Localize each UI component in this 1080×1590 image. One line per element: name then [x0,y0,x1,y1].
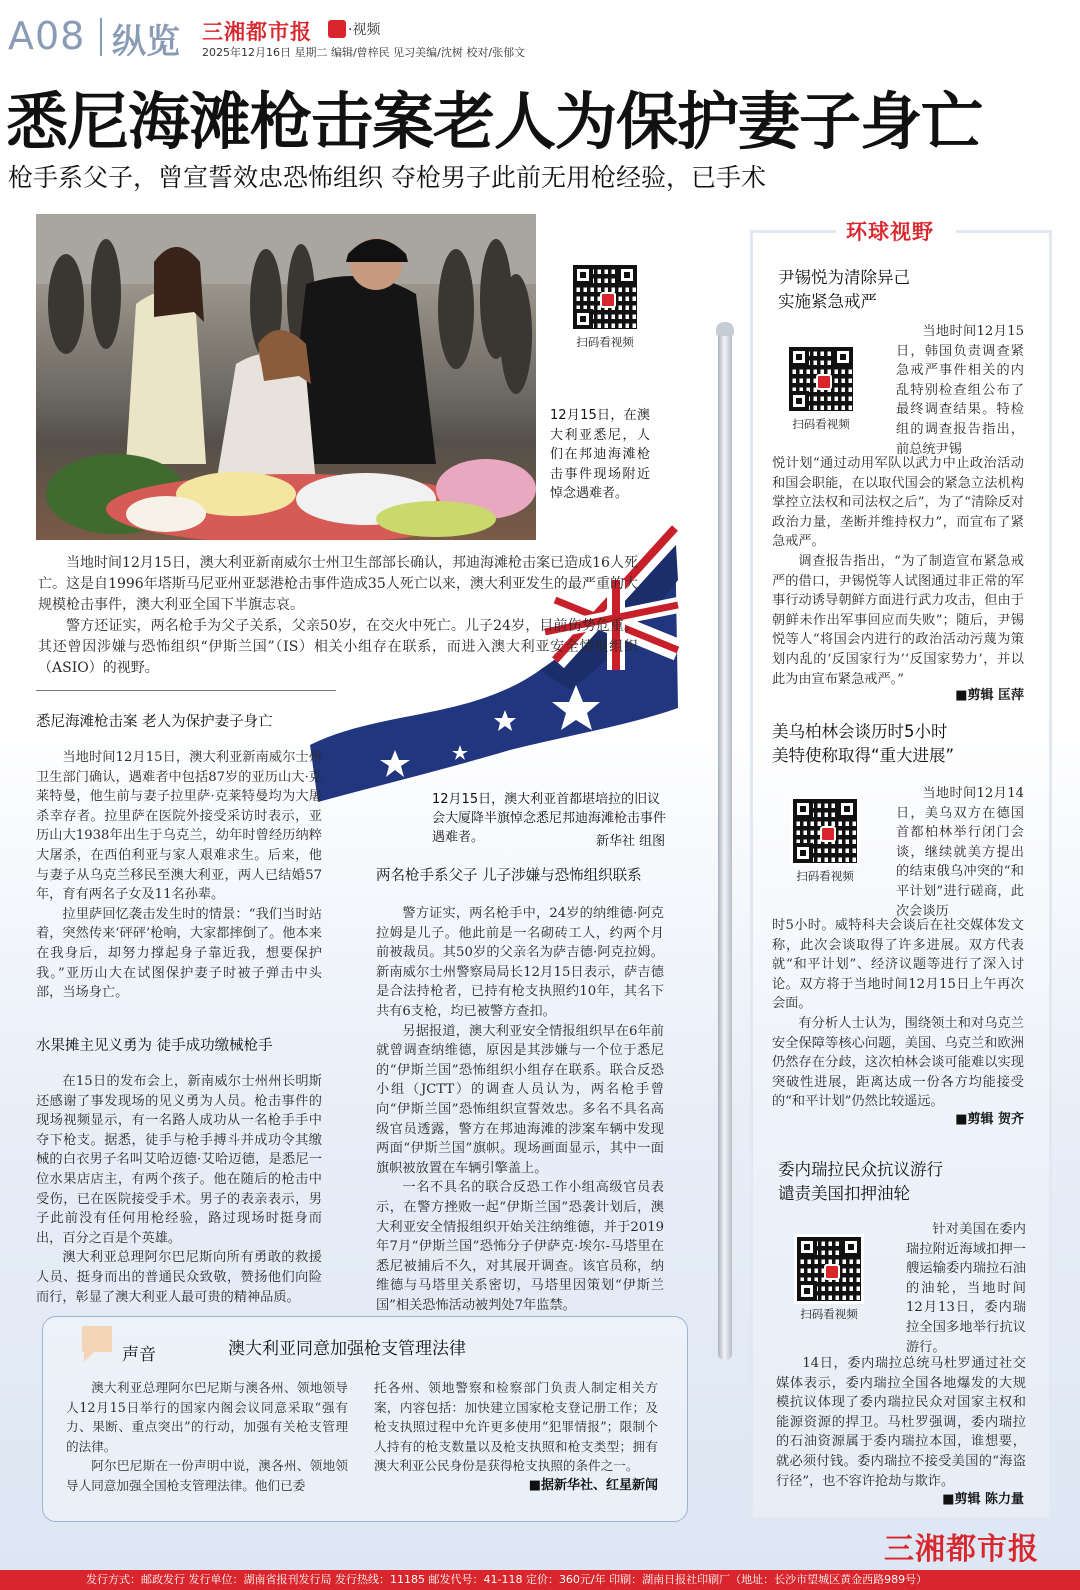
section2-para-1: 在15日的发布会上，新南威尔士州州长明斯还感谢了事发现场的见义勇为人员。枪击事件的现场视频显示，有一名路人成功从一名枪手手中夺下枪支。据悉，徒手与枪手搏斗并成功令其缴械的白衣男子名叫艾哈迈德·艾哈迈德，是悉尼一位水果店店主，有两个孩子。他在随后的枪击中受伤，已在医院接受手术。男子的表亲表示，男子此前没有任何用枪经验，路过现场时挺身而出，百分之百是个英雄。 [36,1074,322,1246]
voice-title: 澳大利亚同意加强枪支管理法律 [228,1339,466,1359]
footer-text: 发行方式：邮政发行 发行单位：湖南省报刊发行局 发行热线：11185 邮发代号：41-118 定价：360元/年 印刷：湖南日报社印刷厂（地址：长沙市望城区黄金西路989号） [86,1573,928,1586]
news2-para-1: 时5小时。威特科夫会谈后在社交媒体发文称，此次会谈取得了许多进展。双方代表就“和平计划”、经济议题等进行了深入讨论。双方将于当地时间12月15日上午再次会面。 [772,918,1024,1012]
news2-text-wide [772,916,1024,1112]
news2-title-line2: 美特使称取得“重大进展” [772,746,955,765]
flag-caption: 12月15日，澳大利亚首都堪培拉的旧议会大厦降半旗悼念悉尼邦迪海滩枪击事件遇难者。 [432,792,667,845]
brand-video: ·视频 [348,22,381,38]
news3-para-1: 14日，委内瑞拉总统马杜罗通过社交媒体表示，委内瑞拉全国各地爆发的大规模抗议体现了委内瑞拉民众对国家主权和能源资源的捍卫。马杜罗强调，委内瑞拉的石油资源属于委内瑞拉本国，谁想要，就必须付钱。委内瑞拉不接受美国的“海盗行径”，也不容许抢劫与欺诈。 [776,1356,1026,1489]
sidebar-title: 环球视野 [846,220,934,244]
voice-col2 [374,1378,658,1476]
speech-bubble-icon [80,1324,114,1364]
section2-para-2: 澳大利亚总理阿尔巴尼斯向所有勇敢的救援人员、挺身而出的普通民众致敬，赞扬他们向险而行，彰显了澳大利亚人最可贵的精神品质。 [36,1250,322,1305]
section1-para-2: 拉里萨回忆袭击发生时的情景：“我们当时站着，突然传来‘砰砰’枪响，大家都摔倒了。他本来在我身后，却努力撑起身子靠近我，想要保护我。”亚历山大在试图保护妻子时被子弹击中头部，当场身亡。 [36,906,322,1001]
qr-caption-news2: 扫码看视频 [796,869,854,883]
flag-credit: 新华社 组图 [596,834,666,849]
brand-logo: 三湘都市报 [202,20,312,44]
headline: 悉尼海滩枪击案老人为保护妻子身亡 [6,85,983,158]
news1-editor: ■剪辑 匡萍 [955,688,1024,703]
lead-text [38,553,638,679]
qr-caption-1: 扫码看视频 [576,335,634,349]
section3-para-3: 一名不具名的联合反恐工作小组高级官员表示，在警方挫败一起“伊斯兰国”恐袭计划后，澳大利亚安全情报组织开始关注纳维德，并于2019年7月“伊斯兰国”恐怖分子伊萨克·埃尔-马塔里在悉尼被捕后不久，对其展开调查。该官员称，纳维德与马塔里关系密切，马塔里因策划“伊斯兰国”相关恐怖活动被判处7年监禁。 [376,1180,664,1313]
news1-title-line2: 实施紧急戒严 [778,292,877,311]
news1-text-wide [772,454,1024,689]
section3-body [376,904,664,1315]
news1-text-narrow: 当地时间12月15日，韩国负责调查紧急戒严事件相关的内乱特别检查组公布了最终调查结果。特检组的调查报告指出，前总统尹锡 [896,324,1024,457]
voice-col1 [66,1378,348,1495]
voice-source: ■据新华社、红星新闻 [528,1478,658,1493]
header-divider [100,18,102,56]
footer-logo: 三湘都市报 [884,1532,1039,1567]
news1-title-line1: 尹锡悦为清除异己 [778,268,910,287]
section3-para-2: 另据报道，澳大利亚安全情报组织早在6年前就曾调查纳维德，原因是其涉嫌与一个位于悉尼的“伊斯兰国”恐怖组织小组存在联系。联合反恐小组（JCTT）的调查人员认为，两名枪手曾向“伊斯兰国”恐怖组织宣誓效忠。多名不具名高级官员透露，警方在邦迪海滩的涉案车辆中发现两面“伊斯兰国”旗帜。现场画面显示，其中一面旗帜被放置在车辆引擎盖上。 [376,1023,664,1176]
header-meta: 2025年12月16日 星期二 编辑/曾梓民 见习美编/沈树 校对/张郁文 [202,46,526,59]
section1-title: 悉尼海滩枪击案 老人为保护妻子身亡 [36,714,273,730]
news1-para-1: 悦计划“通过动用军队以武力中止政治活动和国会职能，在以取代国会的紧急立法机构掌控立法权和司法权之后”，为了“清除反对政治力量，垄断并维持权力”，而宣布了紧急戒严。 [772,456,1024,550]
news3-text-wide [776,1354,1026,1491]
qr-caption-news1: 扫码看视频 [792,417,850,431]
news2-editor: ■剪辑 贺齐 [955,1112,1024,1127]
lead-divider [36,690,336,691]
voice-para-2: 阿尔巴尼斯在一份声明中说，澳各州、领地领导人同意加强全国枪支管理法律。他们已委 [66,1458,348,1493]
lead-para-2: 警方还证实，两名枪手为父子关系，父亲50岁，在交火中死亡。儿子24岁，目前伤势危重。其还曾因涉嫌与恐怖组织“伊斯兰国”（IS）相关小组存在联系，而进入澳大利亚安全情报组织（ASIO）的视野。 [38,618,638,676]
voice-para-3: 托各州、领地警察和检察部门负责人制定相关方案，内容包括：加快建立国家枪支登记册工作；及枪支执照过程中允许更多使用“犯罪情报”；限制个人持有的枪支数量以及枪支执照和枪支类型；拥有澳大利亚公民身份是获得枪支执照的条件之一。 [374,1380,658,1473]
voice-para-1: 澳大利亚总理阿尔巴尼斯与澳各州、领地领导人12月15日举行的国家内阁会议同意采取“强有力、果断、重点突出”的行动，加强有关枪支管理的法律。 [66,1380,348,1454]
section1-body [36,748,322,1003]
flagpole [718,330,732,1360]
news3-title-line2: 谴责美国扣押油轮 [778,1184,910,1203]
section3-title: 两名枪手系父子 儿子涉嫌与恐怖组织联系 [376,868,642,884]
qr-code-news2[interactable] [790,796,860,866]
qr-code-news1[interactable] [786,344,856,414]
section-name: 纵览 [112,22,180,62]
qr-code-video-1[interactable] [570,262,640,332]
section1-para-1: 当地时间12月15日，澳大利亚新南威尔士州卫生部门确认，遇难者中包括87岁的亚历山大·克莱特曼，他生前与妻子拉里萨·克莱特曼均为大屠杀幸存者。拉里萨在医院外接受采访时表示，亚历山大1938年出生于乌克兰，幼年时曾经历纳粹大屠杀，在西伯利亚与家人艰难求生。后来，他与妻子从乌克兰移民至澳大利亚，两人已结婚57年，育有两名子女及11名孙辈。 [36,750,322,903]
lead-para-1: 当地时间12月15日，澳大利亚新南威尔士州卫生部部长确认，邦迪海滩枪击案已造成16人死亡。这是自1996年塔斯马尼亚州亚瑟港枪击事件造成35人死亡以来，澳大利亚发生的最严重的大规模枪击事件，澳大利亚全国下半旗志哀。 [38,555,638,613]
photo-caption: 12月15日，在澳大利亚悉尼，人们在邦迪海滩枪击事件现场附近悼念遇难者。 [550,408,650,501]
video-logo-icon [328,20,346,38]
news3-title-line1: 委内瑞拉民众抗议游行 [778,1160,943,1179]
qr-caption-news3: 扫码看视频 [800,1307,858,1321]
news3-text-narrow: 针对美国在委内瑞拉附近海域扣押一艘运输委内瑞拉石油的油轮，当地时间12月13日，委内瑞拉全国多地举行抗议游行。 [906,1222,1026,1355]
section2-body [36,1072,322,1307]
mourners-photo [36,214,536,540]
page-number: A08 [8,14,86,58]
qr-code-news3[interactable] [794,1234,864,1304]
section2-title: 水果摊主见义勇为 徒手成功缴械枪手 [36,1038,273,1054]
section3-para-1: 警方证实，两名枪手中，24岁的纳维德·阿克拉姆是儿子。他此前是一名砌砖工人，约两个月前被裁员。其50岁的父亲名为萨吉德·阿克拉姆。新南威尔士州警察局局长12月15日表示，萨吉德是合法持枪者，已持有枪支执照约10年，其名下共有6支枪，均已被警方查扣。 [376,906,664,1019]
news2-text-narrow: 当地时间12月14日，美乌双方在德国首都柏林举行闭门会谈，继续就美方提出的结束俄乌冲突的“和平计划”进行磋商，此次会谈历 [896,786,1024,919]
news1-para-2: 调查报告指出，“为了制造宣布紧急戒严的借口，尹锡悦等人试图通过非正常的军事行动诱导朝鲜方面进行武力攻击，但由于朝鲜未作出军事回应而失败”；随后，尹锡悦等人“将国会内进行的政治活动污蔑为策划内乱的‘反国家行为’‘反国家势力’，并以此为由宣布紧急戒严。” [772,553,1024,687]
news2-title-line1: 美乌柏林会谈历时5小时 [772,722,948,741]
voice-label: 声音 [122,1345,156,1365]
flagpole-top [716,322,734,336]
news2-para-2: 有分析人士认为，围绕领土和对乌克兰安全保障等核心问题，美国、乌克兰和欧洲仍然存在分歧，这次柏林会谈可能难以实现突破性进展，距离达成一份各方均能接受的“和平计划”仍然比较遥远。 [772,1015,1024,1110]
news3-editor: ■剪辑 陈力量 [942,1492,1024,1507]
subheadline: 枪手系父子，曾宣誓效忠恐怖组织 夺枪男子此前无用枪经验，已手术 [8,163,766,192]
